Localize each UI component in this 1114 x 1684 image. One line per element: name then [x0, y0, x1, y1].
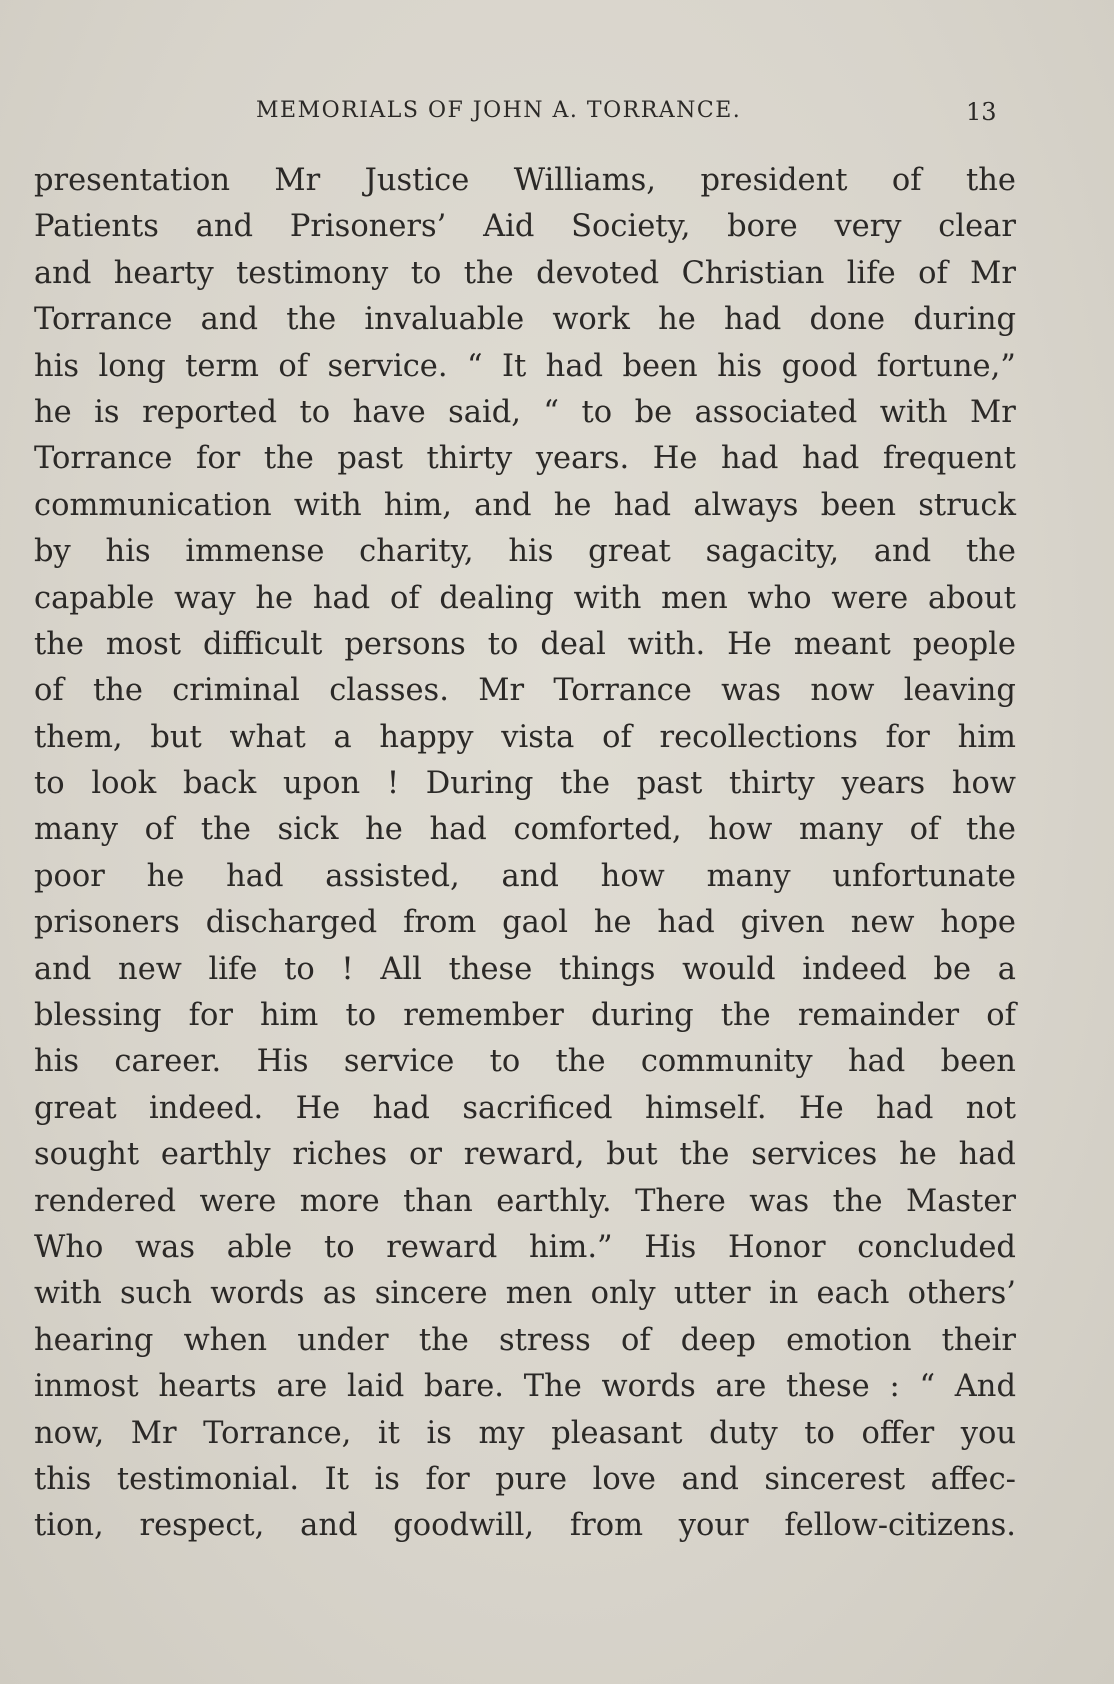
text-line: capable way he had of dealing with men who were about — [34, 580, 1016, 616]
text-line: to look back upon ! During the past thirty years how — [34, 766, 1016, 802]
text-line: blessing for him to remember during the remainder of — [34, 998, 1016, 1034]
text-line: rendered were more than earthly. There was the Master — [34, 1183, 1016, 1219]
text-line: many of the sick he had comforted, how many of the — [34, 812, 1016, 848]
text-line: now, Mr Torrance, it is my pleasant duty to offer you — [34, 1415, 1016, 1451]
running-head — [0, 98, 1114, 132]
body-text — [34, 158, 1016, 1550]
text-line: them, but what a happy vista of recollections for him — [34, 719, 1016, 755]
text-line: presentation Mr Justice Williams, president of the — [34, 163, 1016, 198]
text-line: the most difficult persons to deal with. He meant people — [34, 626, 1016, 662]
text-line: poor he had assisted, and how many unfortunate — [34, 858, 1016, 894]
text-line: his career. His service to the community had been — [34, 1044, 1016, 1080]
text-line: and new life to ! All these things would indeed be a — [34, 951, 1016, 987]
text-line: inmost hearts are laid bare. The words are these : “ And — [34, 1369, 1016, 1405]
text-line: Torrance and the invaluable work he had done during — [34, 302, 1016, 338]
text-line: with such words as sincere men only utter in each others’ — [34, 1276, 1016, 1312]
text-line: prisoners discharged from gaol he had given new hope — [34, 905, 1016, 941]
text-line: and hearty testimony to the devoted Christian life of Mr — [34, 255, 1016, 291]
text-line: his long term of service. “ It had been his good fortune,” — [34, 348, 1016, 384]
text-line: of the criminal classes. Mr Torrance was now leaving — [34, 673, 1016, 709]
text-line: communication with him, and he had always been struck — [34, 487, 1016, 523]
text-line: tion, respect, and goodwill, from your fellow-citizens. — [34, 1508, 1016, 1544]
text-line: hearing when under the stress of deep emotion their — [34, 1322, 1016, 1358]
page-number: 13 — [966, 98, 997, 126]
text-line: by his immense charity, his great sagacity, and the — [34, 534, 1016, 570]
text-line: sought earthly riches or reward, but the services he had — [34, 1137, 1016, 1173]
header-title: MEMORIALS OF JOHN A. TORRANCE. — [256, 98, 742, 123]
text-line: he is reported to have said, “ to be associated with Mr — [34, 394, 1016, 430]
text-line: Who was able to reward him.” His Honor concluded — [34, 1229, 1016, 1265]
text-line: Torrance for the past thirty years. He had had frequent — [34, 441, 1016, 477]
text-line: this testimonial. It is for pure love and sincerest affec- — [34, 1461, 1016, 1497]
text-line: Patients and Prisoners’ Aid Society, bore very clear — [34, 209, 1016, 245]
text-line: great indeed. He had sacrificed himself. He had not — [34, 1090, 1016, 1126]
